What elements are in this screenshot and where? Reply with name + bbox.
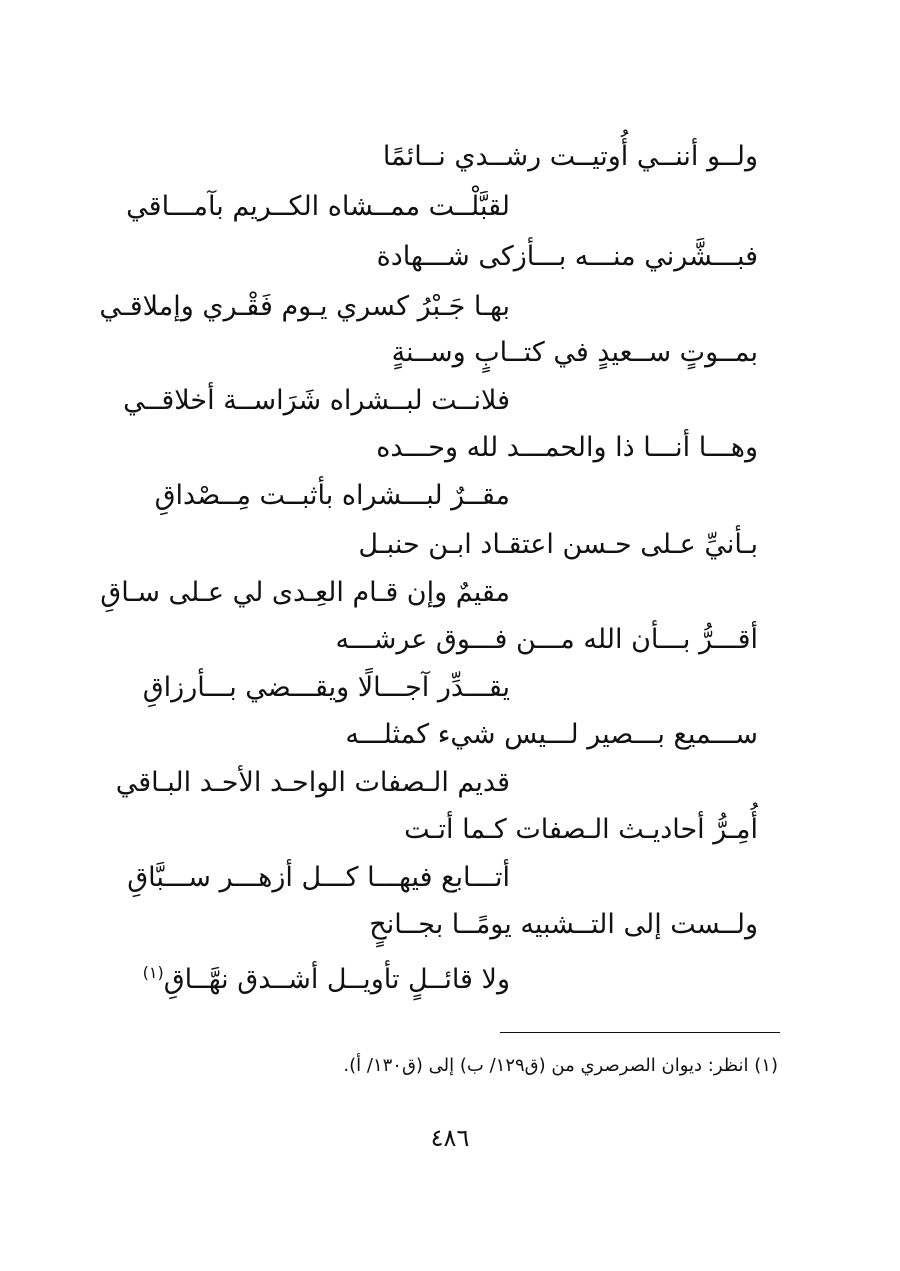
- verse-1-first: ولــو أننــي أُوتيــت رشــدي نــائمًا: [382, 141, 758, 172]
- verse-9-second-text: ولا قائــلٍ تأويــل أشــدق نهَّــاقِ: [163, 964, 510, 995]
- verse-9-second: [143, 953, 510, 995]
- verse-3-first: بمــوتٍ ســعيدٍ في كتــابٍ وســنةٍ: [391, 337, 758, 368]
- page-number: ٤٨٦: [430, 1124, 470, 1152]
- verse-8-second: أتـــابع فيهـــا كـــل أزهـــر ســـبَّاقِ: [127, 862, 510, 893]
- verse-2-first: فبـــشَّرني منـــه بـــأزكى شـــهادة: [376, 241, 758, 272]
- footnote-divider: [500, 1032, 780, 1033]
- verse-3-second: فلانــت لبــشراه شَرَاســة أخلاقــي: [123, 385, 510, 416]
- footnote-text: (١) انظر: ديوان الصرصري من (ق١٢٩/ ب) إلى (ق١٣٠/ أ).: [343, 1055, 778, 1076]
- footnote-reference[interactable]: (١): [142, 963, 164, 982]
- verse-4-first: وهـــا أنـــا ذا والحمـــد لله وحـــده: [376, 432, 758, 463]
- verse-6-second: يقـــدِّر آجـــالًا ويقـــضي بـــأرزاقِ: [142, 672, 510, 703]
- verse-7-second: قديم الـصفات الواحـد الأحـد البـاقي: [115, 767, 510, 798]
- verse-6-first: أقـــرُّ بـــأن الله مـــن فـــوق عرشـــه: [335, 624, 758, 655]
- verse-7-first: ســـميع بـــصير لـــيس شيء كمثلـــه: [345, 719, 758, 750]
- verse-2-second: بهـا جَـبْرُ كسري يـوم فَقْـري وإملاقـي: [99, 291, 510, 322]
- verse-5-first: بـأنيِّ عـلى حـسن اعتقـاد ابـن حنبـل: [358, 529, 758, 560]
- verse-1-second: لقبَّلْــت ممــشاه الكــريم بآمـــاقي: [126, 191, 510, 222]
- verse-5-second: مقيمٌ وإن قـام العِـدى لي عـلى سـاقِ: [100, 577, 510, 608]
- verse-4-second: مقــرٌ لبـــشراه بأثبــت مِــصْداقِ: [154, 480, 510, 511]
- verse-8-first: أُمِـرُّ أحاديـث الـصفات كـما أتـت: [404, 814, 758, 845]
- verse-9-first: ولــست إلى التــشبيه يومًــا بجــانحٍ: [369, 909, 758, 940]
